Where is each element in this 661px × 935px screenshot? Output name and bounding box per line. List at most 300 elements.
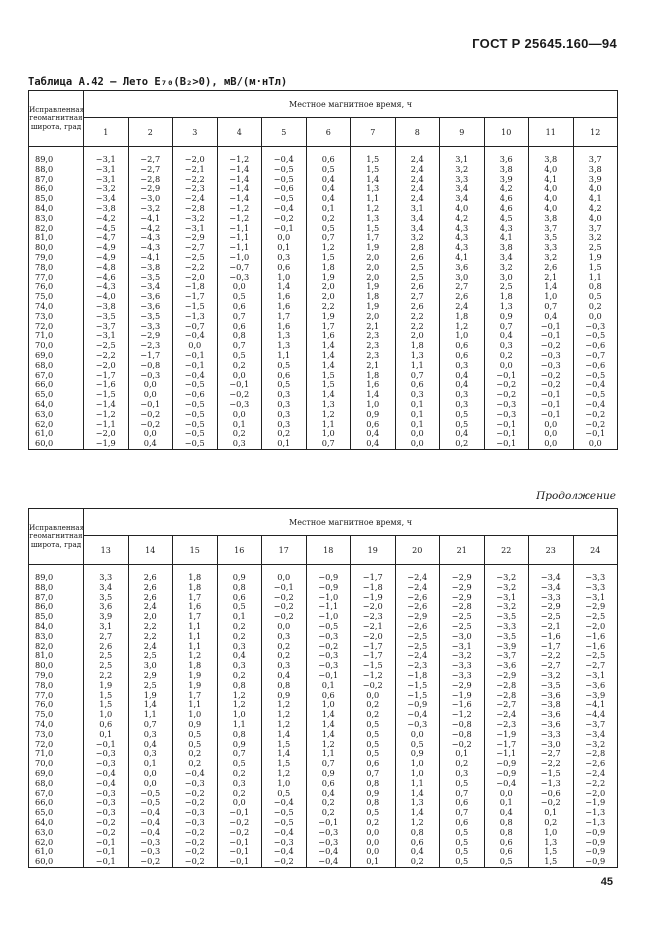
- value-cell: −0,2: [262, 214, 307, 224]
- value-cell: 0,6: [484, 847, 529, 857]
- value-cell: −0,2: [173, 857, 218, 867]
- value-cell: 1,0: [529, 828, 574, 838]
- value-cell: 0,5: [395, 740, 440, 750]
- value-cell: 0,6: [306, 779, 351, 789]
- value-cell: 0,0: [351, 691, 396, 701]
- value-cell: −1,7: [173, 292, 218, 302]
- latitude-cell: 77,0: [29, 691, 84, 701]
- value-cell: −3,5: [484, 632, 529, 642]
- value-cell: −2,2: [573, 779, 618, 789]
- latitude-cell: 77,0: [29, 273, 84, 283]
- value-cell: 3,3: [84, 565, 129, 583]
- value-cell: −0,1: [529, 331, 574, 341]
- value-cell: −2,0: [573, 789, 618, 799]
- value-cell: −0,7: [217, 263, 262, 273]
- value-cell: 0,5: [440, 857, 485, 867]
- value-cell: 0,1: [395, 420, 440, 430]
- latitude-cell: 63,0: [29, 828, 84, 838]
- time-column-header: Местное магнитное время, ч: [84, 91, 618, 118]
- latitude-cell: 65,0: [29, 390, 84, 400]
- hour-header: 17: [262, 536, 307, 565]
- value-cell: −0,9: [573, 828, 618, 838]
- value-cell: −2,7: [484, 700, 529, 710]
- value-cell: 2,6: [84, 642, 129, 652]
- value-cell: 0,7: [351, 769, 396, 779]
- value-cell: 0,3: [128, 730, 173, 740]
- value-cell: 0,1: [128, 759, 173, 769]
- value-cell: −2,2: [529, 651, 574, 661]
- value-cell: −0,1: [84, 847, 129, 857]
- value-cell: 0,7: [440, 808, 485, 818]
- value-cell: 0,3: [262, 420, 307, 430]
- value-cell: 1,9: [306, 273, 351, 283]
- value-cell: 0,5: [351, 730, 396, 740]
- value-cell: 4,6: [484, 194, 529, 204]
- value-cell: 3,4: [84, 583, 129, 593]
- value-cell: 0,4: [440, 371, 485, 381]
- value-cell: 1,0: [395, 759, 440, 769]
- value-cell: −2,4: [484, 710, 529, 720]
- value-cell: 1,8: [440, 312, 485, 322]
- value-cell: 0,7: [217, 749, 262, 759]
- value-cell: −1,4: [217, 165, 262, 175]
- value-cell: 0,0: [484, 361, 529, 371]
- value-cell: −1,2: [217, 204, 262, 214]
- value-cell: −2,1: [173, 165, 218, 175]
- value-cell: −0,2: [84, 828, 129, 838]
- value-cell: 0,6: [306, 147, 351, 165]
- value-cell: 0,7: [306, 233, 351, 243]
- value-cell: −0,6: [262, 184, 307, 194]
- value-cell: −3,6: [128, 292, 173, 302]
- value-cell: −1,5: [173, 302, 218, 312]
- value-cell: −1,0: [306, 593, 351, 603]
- value-cell: −3,3: [484, 622, 529, 632]
- latitude-cell: 70,0: [29, 759, 84, 769]
- value-cell: −1,9: [84, 439, 129, 449]
- value-cell: 0,7: [306, 439, 351, 449]
- value-cell: −3,3: [573, 583, 618, 593]
- value-cell: 0,1: [262, 439, 307, 449]
- value-cell: 1,9: [128, 691, 173, 701]
- value-cell: −2,4: [573, 769, 618, 779]
- value-cell: −0,4: [573, 380, 618, 390]
- value-cell: 0,4: [440, 380, 485, 390]
- value-cell: 0,9: [262, 691, 307, 701]
- latitude-cell: 72,0: [29, 322, 84, 332]
- value-cell: 0,4: [262, 671, 307, 681]
- value-cell: −1,6: [440, 700, 485, 710]
- value-cell: 0,9: [173, 720, 218, 730]
- value-cell: −0,2: [128, 420, 173, 430]
- value-cell: 2,6: [128, 583, 173, 593]
- value-cell: 1,4: [306, 351, 351, 361]
- value-cell: −0,4: [573, 400, 618, 410]
- value-cell: −3,8: [529, 700, 574, 710]
- table-body: [29, 565, 618, 868]
- table-row: [29, 857, 618, 867]
- value-cell: 0,2: [306, 214, 351, 224]
- value-cell: 0,5: [217, 292, 262, 302]
- value-cell: −3,6: [484, 661, 529, 671]
- value-cell: −1,1: [217, 224, 262, 234]
- latitude-cell: 85,0: [29, 612, 84, 622]
- value-cell: −2,3: [351, 612, 396, 622]
- value-cell: −0,1: [217, 808, 262, 818]
- value-cell: −3,6: [529, 720, 574, 730]
- value-cell: −3,9: [484, 642, 529, 652]
- value-cell: 0,6: [84, 720, 129, 730]
- value-cell: 4,0: [573, 214, 618, 224]
- value-cell: 1,4: [306, 720, 351, 730]
- value-cell: −0,2: [84, 818, 129, 828]
- value-cell: 2,5: [84, 651, 129, 661]
- value-cell: 1,1: [395, 779, 440, 789]
- value-cell: −1,9: [573, 798, 618, 808]
- value-cell: 0,4: [306, 194, 351, 204]
- value-cell: −2,4: [395, 583, 440, 593]
- value-cell: −1,7: [128, 351, 173, 361]
- value-cell: −2,7: [173, 243, 218, 253]
- value-cell: 1,8: [173, 583, 218, 593]
- latitude-cell: 62,0: [29, 420, 84, 430]
- value-cell: 0,0: [128, 769, 173, 779]
- value-cell: 0,4: [484, 808, 529, 818]
- value-cell: −4,8: [84, 263, 129, 273]
- value-cell: 0,5: [440, 420, 485, 430]
- value-cell: 2,4: [128, 642, 173, 652]
- value-cell: 1,9: [173, 681, 218, 691]
- value-cell: 4,1: [484, 233, 529, 243]
- value-cell: −2,0: [84, 429, 129, 439]
- value-cell: 1,0: [306, 700, 351, 710]
- latitude-cell: 87,0: [29, 593, 84, 603]
- value-cell: 1,8: [173, 565, 218, 583]
- value-cell: 0,2: [529, 818, 574, 828]
- value-cell: −0,2: [529, 380, 574, 390]
- value-cell: 0,0: [262, 565, 307, 583]
- value-cell: 0,5: [440, 847, 485, 857]
- value-cell: −2,5: [84, 341, 129, 351]
- value-cell: 0,2: [217, 769, 262, 779]
- value-cell: −4,9: [84, 253, 129, 263]
- value-cell: 1,1: [351, 194, 396, 204]
- value-cell: 0,0: [351, 838, 396, 848]
- value-cell: 1,8: [351, 292, 396, 302]
- value-cell: 3,1: [440, 147, 485, 165]
- value-cell: 0,1: [306, 681, 351, 691]
- value-cell: 0,7: [484, 322, 529, 332]
- value-cell: 0,3: [484, 341, 529, 351]
- value-cell: −2,9: [529, 602, 574, 612]
- value-cell: 4,6: [484, 204, 529, 214]
- value-cell: 0,3: [440, 769, 485, 779]
- value-cell: 0,5: [173, 730, 218, 740]
- latitude-cell: 87,0: [29, 175, 84, 185]
- hour-header: 21: [440, 536, 485, 565]
- value-cell: 0,6: [484, 838, 529, 848]
- value-cell: −2,0: [351, 602, 396, 612]
- value-cell: 3,0: [440, 273, 485, 283]
- value-cell: 0,0: [128, 779, 173, 789]
- value-cell: 2,6: [440, 292, 485, 302]
- value-cell: −2,4: [395, 651, 440, 661]
- value-cell: 0,0: [351, 828, 396, 838]
- value-cell: 1,1: [173, 622, 218, 632]
- value-cell: −0,4: [262, 847, 307, 857]
- value-cell: −0,1: [84, 740, 129, 750]
- value-cell: −0,4: [262, 828, 307, 838]
- value-cell: −3,1: [84, 175, 129, 185]
- value-cell: 1,3: [395, 351, 440, 361]
- value-cell: −3,7: [84, 322, 129, 332]
- latitude-cell: 62,0: [29, 838, 84, 848]
- value-cell: −3,5: [529, 681, 574, 691]
- value-cell: 0,1: [395, 410, 440, 420]
- value-cell: −0,2: [217, 828, 262, 838]
- value-cell: −0,2: [573, 420, 618, 430]
- value-cell: 0,3: [262, 661, 307, 671]
- value-cell: −3,3: [573, 565, 618, 583]
- value-cell: −0,5: [173, 400, 218, 410]
- value-cell: 1,0: [173, 710, 218, 720]
- value-cell: 0,5: [306, 224, 351, 234]
- value-cell: 0,5: [351, 808, 396, 818]
- value-cell: 1,4: [306, 730, 351, 740]
- value-cell: −0,3: [529, 351, 574, 361]
- latitude-cell: 89,0: [29, 565, 84, 583]
- value-cell: 0,0: [173, 341, 218, 351]
- value-cell: 3,2: [395, 233, 440, 243]
- value-cell: −0,8: [440, 730, 485, 740]
- value-cell: −0,2: [529, 341, 574, 351]
- value-cell: 0,9: [217, 565, 262, 583]
- value-cell: −1,3: [173, 312, 218, 322]
- value-cell: −3,2: [128, 204, 173, 214]
- value-cell: 2,5: [395, 263, 440, 273]
- value-cell: −2,8: [484, 691, 529, 701]
- value-cell: 1,4: [529, 282, 574, 292]
- latitude-cell: 82,0: [29, 642, 84, 652]
- value-cell: −3,3: [128, 322, 173, 332]
- value-cell: −0,2: [529, 798, 574, 808]
- value-cell: −3,4: [128, 282, 173, 292]
- table-row: [29, 439, 618, 449]
- value-cell: −0,4: [173, 331, 218, 341]
- value-cell: −1,9: [351, 593, 396, 603]
- value-cell: 1,4: [128, 700, 173, 710]
- value-cell: 2,3: [351, 341, 396, 351]
- value-cell: 4,3: [440, 224, 485, 234]
- value-cell: −0,4: [306, 857, 351, 867]
- value-cell: −2,6: [573, 759, 618, 769]
- value-cell: −0,1: [217, 857, 262, 867]
- value-cell: 1,0: [351, 400, 396, 410]
- value-cell: −0,2: [173, 847, 218, 857]
- latitude-cell: 70,0: [29, 341, 84, 351]
- value-cell: 2,6: [529, 263, 574, 273]
- value-cell: 1,6: [173, 602, 218, 612]
- value-cell: 3,4: [484, 253, 529, 263]
- value-cell: 1,3: [262, 341, 307, 351]
- value-cell: −0,7: [573, 351, 618, 361]
- value-cell: 2,5: [484, 282, 529, 292]
- value-cell: −0,2: [128, 410, 173, 420]
- value-cell: 0,9: [217, 740, 262, 750]
- value-cell: −1,7: [484, 740, 529, 750]
- value-cell: 0,7: [529, 302, 574, 312]
- value-cell: −1,5: [529, 769, 574, 779]
- value-cell: 1,8: [395, 341, 440, 351]
- value-cell: −4,4: [573, 710, 618, 720]
- value-cell: 3,4: [395, 214, 440, 224]
- value-cell: −0,1: [484, 420, 529, 430]
- value-cell: −0,2: [173, 828, 218, 838]
- value-cell: 2,6: [128, 565, 173, 583]
- value-cell: −0,1: [217, 838, 262, 848]
- value-cell: 2,2: [128, 622, 173, 632]
- value-cell: 0,2: [173, 749, 218, 759]
- value-cell: 1,0: [217, 710, 262, 720]
- value-cell: 4,0: [573, 184, 618, 194]
- value-cell: −0,4: [128, 828, 173, 838]
- value-cell: 0,9: [351, 789, 396, 799]
- value-cell: 2,2: [84, 671, 129, 681]
- value-cell: 3,5: [84, 593, 129, 603]
- value-cell: 3,8: [529, 147, 574, 165]
- value-cell: 0,5: [351, 740, 396, 750]
- latitude-cell: 83,0: [29, 632, 84, 642]
- value-cell: −4,1: [128, 253, 173, 263]
- value-cell: −1,4: [217, 184, 262, 194]
- value-cell: −0,3: [529, 361, 574, 371]
- hour-header: 10: [484, 118, 529, 147]
- value-cell: 0,3: [262, 400, 307, 410]
- value-cell: 4,0: [529, 194, 574, 204]
- value-cell: −2,9: [173, 233, 218, 243]
- value-cell: −0,5: [173, 420, 218, 430]
- value-cell: −0,3: [395, 720, 440, 730]
- value-cell: −1,7: [529, 642, 574, 652]
- value-cell: 0,1: [395, 400, 440, 410]
- hour-header: 7: [351, 118, 396, 147]
- value-cell: −4,3: [84, 282, 129, 292]
- latitude-cell: 81,0: [29, 651, 84, 661]
- value-cell: −0,1: [173, 361, 218, 371]
- value-cell: 1,5: [306, 371, 351, 381]
- latitude-cell: 79,0: [29, 671, 84, 681]
- value-cell: 1,4: [395, 789, 440, 799]
- value-cell: 0,4: [128, 439, 173, 449]
- value-cell: 3,1: [84, 622, 129, 632]
- value-cell: 0,3: [262, 390, 307, 400]
- hour-header-row: [29, 536, 618, 565]
- value-cell: −3,1: [573, 593, 618, 603]
- value-cell: 0,3: [440, 400, 485, 410]
- value-cell: 1,4: [306, 390, 351, 400]
- value-cell: 0,2: [217, 632, 262, 642]
- value-cell: −0,5: [573, 371, 618, 381]
- value-cell: 1,4: [395, 808, 440, 818]
- value-cell: 0,3: [217, 642, 262, 652]
- value-cell: 1,4: [306, 710, 351, 720]
- value-cell: 0,0: [573, 439, 618, 449]
- value-cell: 1,1: [306, 749, 351, 759]
- value-cell: −0,3: [173, 818, 218, 828]
- hour-header: 14: [128, 536, 173, 565]
- value-cell: 0,9: [395, 749, 440, 759]
- value-cell: 0,0: [351, 847, 396, 857]
- value-cell: 1,3: [262, 331, 307, 341]
- value-cell: −0,3: [84, 789, 129, 799]
- value-cell: −0,2: [262, 602, 307, 612]
- value-cell: 1,0: [262, 273, 307, 283]
- value-cell: 0,6: [217, 322, 262, 332]
- page-number: 45: [600, 876, 613, 888]
- document-header: ГОСТ Р 25645.160—94: [472, 36, 617, 51]
- value-cell: −0,4: [484, 779, 529, 789]
- value-cell: 1,0: [440, 331, 485, 341]
- value-cell: 0,5: [217, 602, 262, 612]
- value-cell: 3,9: [84, 612, 129, 622]
- value-cell: −3,3: [440, 671, 485, 681]
- value-cell: −2,8: [573, 749, 618, 759]
- value-cell: −0,4: [262, 204, 307, 214]
- value-cell: 2,8: [395, 243, 440, 253]
- value-cell: 2,4: [395, 147, 440, 165]
- value-cell: −1,4: [217, 175, 262, 185]
- value-cell: −0,6: [573, 361, 618, 371]
- value-cell: 0,1: [484, 798, 529, 808]
- value-cell: 1,9: [351, 282, 396, 292]
- value-cell: −4,3: [128, 233, 173, 243]
- value-cell: 0,8: [573, 282, 618, 292]
- value-cell: −4,3: [128, 243, 173, 253]
- value-cell: 1,4: [262, 749, 307, 759]
- value-cell: 0,1: [306, 204, 351, 214]
- value-cell: −0,3: [173, 808, 218, 818]
- value-cell: −1,0: [306, 612, 351, 622]
- value-cell: 0,8: [484, 818, 529, 828]
- value-cell: −0,1: [217, 380, 262, 390]
- value-cell: 1,6: [262, 302, 307, 312]
- value-cell: −1,1: [84, 420, 129, 430]
- value-cell: 0,8: [262, 681, 307, 691]
- value-cell: 1,3: [351, 214, 396, 224]
- value-cell: 1,8: [484, 292, 529, 302]
- latitude-cell: 66,0: [29, 798, 84, 808]
- value-cell: 2,5: [128, 651, 173, 661]
- value-cell: 0,0: [262, 622, 307, 632]
- value-cell: 0,1: [529, 808, 574, 818]
- value-cell: −0,2: [306, 642, 351, 652]
- latitude-cell: 61,0: [29, 847, 84, 857]
- value-cell: 0,8: [484, 828, 529, 838]
- value-cell: −0,3: [573, 322, 618, 332]
- latitude-cell: 88,0: [29, 583, 84, 593]
- value-cell: 2,4: [128, 602, 173, 612]
- value-cell: 3,4: [395, 224, 440, 234]
- value-cell: 0,2: [484, 351, 529, 361]
- value-cell: −2,2: [84, 351, 129, 361]
- value-cell: 0,0: [262, 233, 307, 243]
- value-cell: −0,3: [217, 273, 262, 283]
- value-cell: 1,7: [262, 312, 307, 322]
- value-cell: −0,3: [306, 828, 351, 838]
- value-cell: 0,5: [351, 749, 396, 759]
- value-cell: 0,2: [217, 789, 262, 799]
- value-cell: −3,1: [173, 224, 218, 234]
